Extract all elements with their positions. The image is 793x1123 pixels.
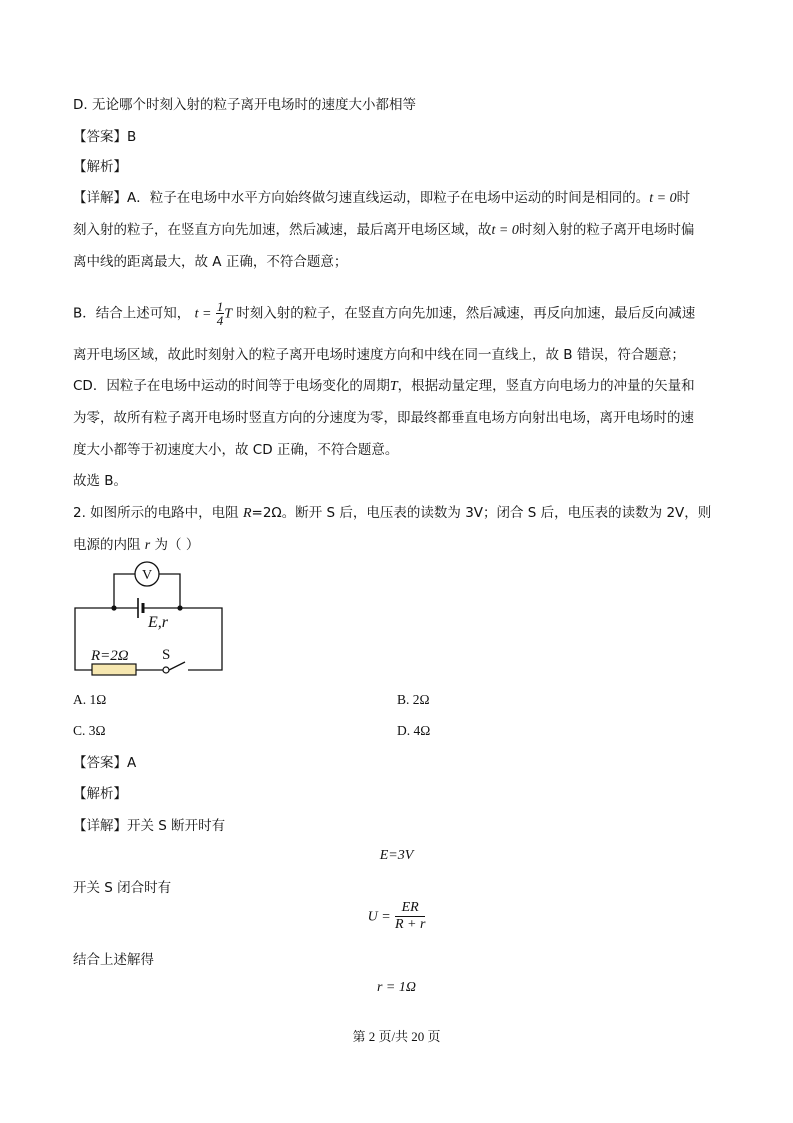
eq-num: ER [395, 900, 425, 917]
detail-line: 离中线的距离最大，故 A 正确，不符合题意； [73, 254, 348, 270]
detail-text: 时 [676, 190, 691, 206]
detail-line: 离开电场区域，故此时刻射入的粒子离开电场时速度方向和中线在同一直线上，故 B 错误，符合题意； [73, 347, 685, 363]
option-a: A. 1Ω [73, 692, 107, 707]
detail-line: 【详解】开关 S 断开时有 [73, 818, 226, 834]
voltmeter-label: V [141, 568, 153, 583]
math-t-eq: t = [194, 306, 212, 322]
resistor-label: R=2Ω [91, 648, 129, 664]
math-t0: t = 0 [491, 223, 519, 238]
stem-text: 为（ ） [150, 537, 200, 553]
eq-den: R + r [394, 917, 426, 932]
junction-dot [177, 605, 182, 610]
detail-text: 时刻入射的粒子，在竖直方向先加速，然后减速，再反向加速，最后反向减速 [236, 305, 696, 322]
choose-line: 故选 B。 [73, 473, 128, 489]
detail-line [73, 188, 690, 209]
eq-fraction [395, 900, 425, 933]
detail-line [73, 376, 695, 397]
option-d: D. 4Ω [397, 723, 431, 738]
detail-text: 刻入射的粒子，在竖直方向先加速，然后减速，最后离开电场区域，故 [73, 222, 492, 238]
detail-text: ，根据动量定理，竖直方向电场力的冲量的矢量和 [397, 378, 695, 394]
q2-stem-line [73, 535, 199, 556]
detail-line [73, 300, 695, 327]
math-T: T [389, 379, 398, 394]
detail-line: 为零，故所有粒子离开电场时竖直方向的分速度为零，即最终都垂直电场方向射出电场，离开电场时的速 [73, 410, 694, 426]
junction-dot [111, 605, 116, 610]
detail-line [73, 220, 694, 241]
circuit-diagram [70, 558, 230, 676]
switch-label: S [162, 647, 171, 663]
option-d: D. 无论哪个时刻入射的粒子离开电场时的速度大小都相等 [73, 97, 416, 113]
fraction-quarter [216, 300, 225, 327]
frac-den: 4 [216, 313, 224, 328]
resistor-icon [92, 664, 136, 675]
equation-e: E=3V [379, 848, 414, 863]
option-c: C. 3Ω [73, 723, 106, 738]
detail-line: 开关 S 闭合时有 [73, 880, 172, 896]
math-r: r [144, 538, 151, 553]
math-R: R [242, 506, 252, 521]
detail-line: 结合上述解得 [73, 952, 154, 968]
equation-u [0, 900, 793, 933]
stem-text: 电源的内阻 [73, 537, 145, 553]
analysis-label: 【解析】 [73, 159, 127, 175]
math-t0: t = 0 [649, 191, 677, 206]
equation-r: r = 1Ω [376, 980, 417, 995]
detail-text: 时刻入射的粒子离开电场时偏 [518, 222, 695, 238]
stem-text: =2Ω。断开 S 后，电压表的读数为 3V；闭合 S 后，电压表的读数为 2V，则 [251, 505, 712, 521]
detail-text: 【详解】A．粒子在电场中水平方向始终做匀速直线运动，即粒子在电场中运动的时间是相同的。 [73, 190, 650, 206]
stem-text: 2. 如图所示的电路中，电阻 [73, 505, 243, 521]
answer-label: 【答案】A [73, 755, 137, 771]
eq-lhs: U = [367, 909, 391, 925]
math-T: T [224, 306, 232, 322]
page-footer: 第 2 页/共 20 页 [352, 1029, 441, 1044]
detail-text: CD．因粒子在电场中运动的时间等于电场变化的周期 [73, 378, 390, 394]
frac-num: 1 [216, 299, 224, 314]
detail-line: 度大小都等于初速度大小，故 CD 正确，不符合题意。 [73, 442, 399, 458]
switch-contact [163, 667, 169, 673]
analysis-label: 【解析】 [73, 786, 127, 802]
source-label: E,r [148, 614, 168, 631]
q2-stem-line [73, 503, 711, 524]
answer-label: 【答案】B [73, 129, 137, 145]
detail-text: B．结合上述可知， [73, 305, 191, 322]
option-b: B. 2Ω [397, 692, 430, 707]
